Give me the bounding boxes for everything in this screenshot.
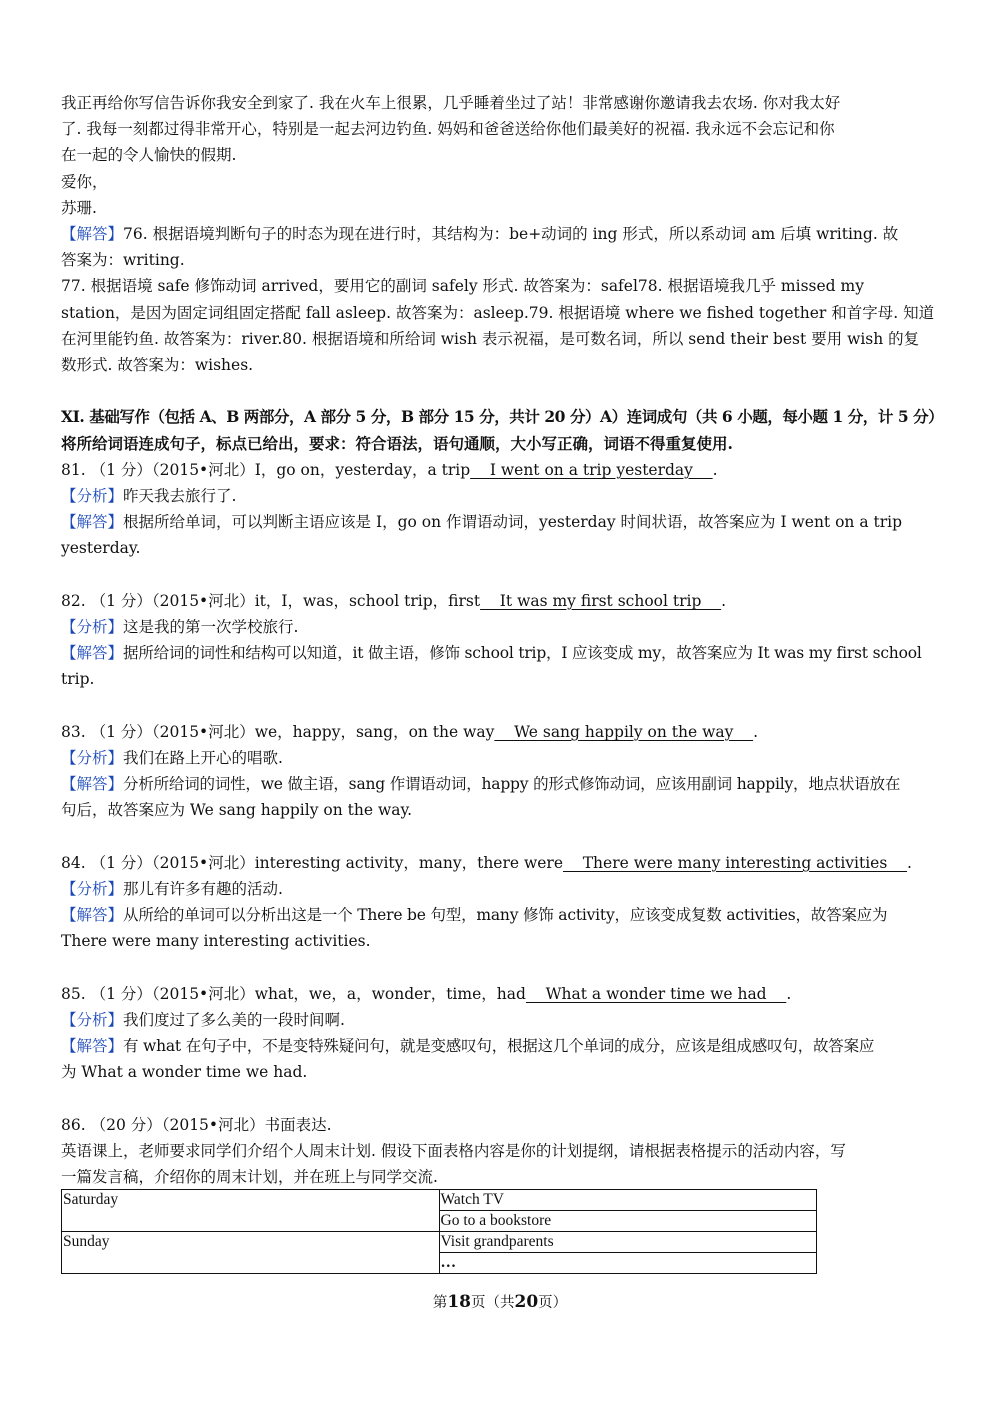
solution-text: 句后，故答案应为 We sang happily on the way.	[61, 801, 413, 820]
answer-blank: We sang happily on the way	[494, 722, 754, 741]
translation-line: 苏珊.	[61, 198, 97, 217]
translation-line: 我正再给你写信告诉你我安全到家了. 我在火车上很累，几乎睡着坐过了站！非常感谢你邀请我去农场. 你对我太好	[61, 94, 841, 112]
analysis-tag: 【分析】	[61, 487, 124, 506]
solution-text: 根据所给单词，可以判断主语应该是 I，go on 作谓语动词，yesterday 时间状语，故答案应为 I went on a trip	[123, 513, 903, 532]
solution-text: station，是因为固定词组固定搭配 fall asleep. 故答案为：asleep.79. 根据语境 where we fished together 和首字母. 知道	[61, 303, 935, 322]
solution-tag: 【解答】	[61, 225, 124, 244]
table-cell-activity: Visit grandparents	[439, 1232, 817, 1253]
solution-text: 数形式. 故答案为：wishes.	[61, 356, 254, 375]
question-stem: 86. （20 分）（2015•河北）书面表达.	[61, 1115, 332, 1134]
table-row	[62, 1190, 817, 1211]
analysis-tag: 【分析】	[61, 880, 124, 899]
solution-tag: 【解答】	[61, 513, 124, 532]
solution-tag: 【解答】	[61, 644, 124, 663]
solution-text: trip.	[61, 670, 95, 689]
section-instructions: 将所给词语连成句子，标点已给出，要求：符合语法，语句通顺，大小写正确，词语不得重复使用.	[61, 433, 733, 453]
solution-tag: 【解答】	[61, 906, 124, 925]
question-85: 85. （1 分）（2015•河北）what，we，a，wonder，time，had What a wonder time we had . 【分析】我们度过了多么美的一段时间啊. 【解答】有 what 在句子中，不是变特殊疑问句，就是变感叹句，根据这几个单词的成分，应该是组成感叹句，故答案应 为 What a wonder time we had.	[61, 981, 941, 1086]
analysis-text: 昨天我去旅行了.	[123, 487, 237, 506]
solution-text: 从所给的单词可以分析出这是一个 There be 句型，many 修饰 activity，应该变成复数 activities，故答案应为	[123, 906, 888, 925]
analysis-text: 那儿有许多有趣的活动.	[123, 880, 283, 899]
table-cell-activity: …	[439, 1253, 817, 1274]
section-heading-line: XI. 基础写作（包括 A、B 两部分，A 部分 5 分，B 部分 15 分，共计 20 分）A）连词成句（共 6 小题，每小题 1 分，计 5 分）	[61, 407, 944, 427]
solution-text: 分析所给词的词性，we 做主语，sang 作谓语动词，happy 的形式修饰动词，应该用副词 happily，地点状语放在	[123, 775, 901, 794]
solution-tag: 【解答】	[61, 1037, 124, 1056]
question-86	[61, 1112, 941, 1191]
analysis-text: 这是我的第一次学校旅行.	[123, 618, 299, 637]
analysis-tag: 【分析】	[61, 618, 124, 637]
answer-blank: It was my first school trip	[480, 591, 722, 610]
question-prompt: 英语课上，老师要求同学们介绍个人周末计划. 假设下面表格内容是你的计划提纲，请根据表格提示的活动内容，写	[61, 1142, 846, 1161]
solution-text: 76. 根据语境判断句子的时态为现在进行时，其结构为：be+动词的 ing 形式，所以系动词 am 后填 writing. 故	[123, 225, 899, 244]
section-heading	[61, 404, 944, 456]
prev-answer-block	[61, 221, 941, 378]
solution-text: 据所给词的词性和结构可以知道，it 做主语，修饰 school trip，I 应该变成 my，故答案应为 It was my first school	[123, 644, 922, 663]
solution-text: 为 What a wonder time we had.	[61, 1063, 308, 1082]
analysis-text: 我们度过了多么美的一段时间啊.	[123, 1011, 345, 1030]
question-prompt: 一篇发言稿，介绍你的周末计划，并在班上与同学交流.	[61, 1168, 438, 1187]
table-cell-saturday: Saturday	[62, 1190, 440, 1232]
question-stem: 82. （1 分）（2015•河北）it，I，was，school trip，first	[61, 591, 481, 610]
translation-line: 了. 我每一刻都过得非常开心，特别是一起去河边钓鱼. 妈妈和爸爸送给你他们最美好的祝福. 我永远不会忘记和你	[61, 120, 835, 139]
table-cell-sunday: Sunday	[62, 1232, 440, 1274]
question-stem: 84. （1 分）（2015•河北）interesting activity，many，there were	[61, 853, 564, 872]
question-82: 82. （1 分）（2015•河北）it，I，was，school trip，first It was my first school trip . 【分析】这是我的第一次学校旅行. 【解答】据所给词的词性和结构可以知道，it 做主语，修饰 school trip，I 应该变成 my，故答案应为 It was my first school trip.	[61, 588, 941, 693]
solution-text: yesterday.	[61, 539, 141, 558]
table-cell-activity: Watch TV	[439, 1190, 817, 1211]
page-footer: 第18页（共20页）	[432, 1292, 568, 1312]
analysis-tag: 【分析】	[61, 749, 124, 768]
solution-text: There were many interesting activities.	[61, 932, 371, 951]
answer-blank: I went on a trip yesterday	[470, 460, 713, 479]
page-number: 18	[447, 1292, 471, 1312]
solution-text: 有 what 在句子中，不是变特殊疑问句，就是变感叹句，根据这几个单词的成分，应该是组成感叹句，故答案应	[123, 1037, 875, 1056]
question-84: 84. （1 分）（2015•河北）interesting activity，many，there were There were many interesting activities . 【分析】那儿有许多有趣的活动. 【解答】从所给的单词可以分析出这是一个 There be 句型，many 修饰 activity，应该变成复数 activities，故答案应为 There were many interesting activities.	[61, 850, 941, 955]
table-row	[62, 1232, 817, 1253]
analysis-tag: 【分析】	[61, 1011, 124, 1030]
solution-tag: 【解答】	[61, 775, 124, 794]
table-cell-activity: Go to a bookstore	[439, 1211, 817, 1232]
question-stem: 85. （1 分）（2015•河北）what，we，a，wonder，time，had	[61, 984, 526, 1003]
question-stem: 81. （1 分）（2015•河北）I，go on，yesterday，a trip	[61, 460, 471, 479]
weekend-plan-table	[61, 1189, 817, 1274]
page-total: 20	[514, 1292, 539, 1312]
question-83: 83. （1 分）（2015•河北）we，happy，sang，on the way We sang happily on the way . 【分析】我们在路上开心的唱歌. 【解答】分析所给词的词性，we 做主语，sang 作谓语动词，happy 的形式修饰动词，应该用副词 happily，地点状语放在 句后，故答案应为 We sang happily on the way.	[61, 719, 941, 824]
translation-line: 爱你，	[61, 172, 108, 191]
answer-blank: There were many interesting activities	[563, 853, 908, 872]
question-81: 81. （1 分）（2015•河北）I，go on，yesterday，a trip I went on a trip yesterday . 【分析】昨天我去旅行了. 【解答】根据所给单词，可以判断主语应该是 I，go on 作谓语动词，yesterday 时间状语，故答案应为 I went on a trip yesterday.	[61, 457, 941, 562]
solution-text: 答案为：writing.	[61, 251, 185, 270]
analysis-text: 我们在路上开心的唱歌.	[123, 749, 283, 768]
answer-blank: What a wonder time we had	[525, 984, 787, 1003]
solution-text: 77. 根据语境 safe 修饰动词 arrived，要用它的副词 safely 形式. 故答案为：safel78. 根据语境我几乎 missed my	[61, 277, 864, 296]
translation-line: 在一起的令人愉快的假期.	[61, 146, 237, 165]
solution-text: 在河里能钓鱼. 故答案为：river.80. 根据语境和所给词 wish 表示祝福，是可数名词，所以 send their best 要用 wish 的复	[61, 329, 920, 348]
translation-block	[61, 90, 941, 221]
question-stem: 83. （1 分）（2015•河北）we，happy，sang，on the way	[61, 722, 495, 741]
document-body	[61, 90, 944, 1190]
